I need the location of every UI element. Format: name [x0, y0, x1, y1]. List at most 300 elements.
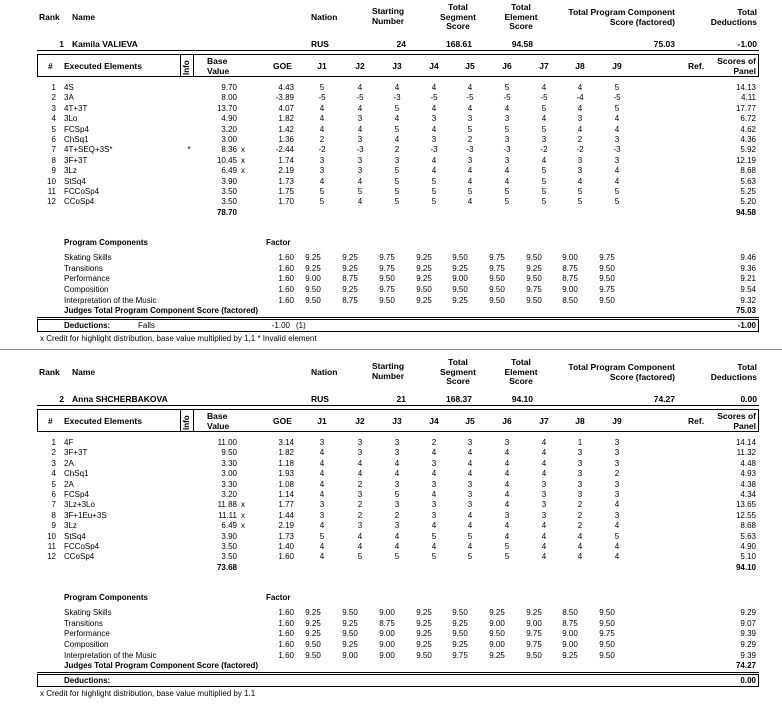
element-number-cell: 5 [51, 124, 56, 134]
element-goe [262, 83, 294, 208]
element-judge-8-cell: 3 [577, 166, 583, 176]
component-judge-4-cell: 9.25 [416, 618, 432, 628]
element-panel-score [716, 83, 756, 208]
total-pcs-header-line: Total Program Component [568, 7, 675, 17]
element-judge-9-cell: 4 [614, 176, 620, 186]
element-judge-5-cell: -3 [466, 145, 474, 155]
total-deductions-header-line: Deductions [710, 371, 757, 382]
component-judge-2-cell: 9.25 [342, 285, 358, 295]
total-pcs-header [557, 363, 675, 382]
component-judge-5-cell: 9.00 [452, 274, 468, 284]
element-judge-6-cell: 4 [504, 458, 510, 468]
element-judge-6-cell: -3 [503, 145, 511, 155]
component-judge-3-cell: 9.00 [379, 640, 395, 650]
element-number-cell: 2 [51, 448, 56, 458]
element-judge-4-cell: 4 [431, 103, 437, 113]
factor-header: Factor [266, 238, 291, 247]
skater-starting-number: 24 [396, 39, 406, 49]
element-judge-2-cell: 4 [357, 541, 363, 551]
element-name-cell: 4S [64, 83, 74, 92]
element-goe-cell: 1.44 [278, 510, 294, 520]
component-judge-2-cell: 8.75 [342, 295, 358, 305]
executed-elements-header: Executed Elements [64, 416, 142, 426]
deductions-label: Deductions: [64, 676, 111, 685]
element-number-cell: 4 [51, 469, 56, 479]
element-judge-4-cell: 4 [431, 469, 437, 479]
element-judge-3-cell: 5 [394, 552, 400, 562]
element-panel-score-cell: 4.36 [740, 134, 756, 144]
total-element-header-line: Score [509, 376, 533, 386]
element-number-cell: 6 [51, 134, 56, 144]
footnote: x Credit for highlight distribution, base value multiplied by 1.1 [40, 689, 256, 698]
starting-number-header-line: Starting [371, 6, 405, 16]
component-judge-7 [520, 608, 548, 661]
element-number-cell: 1 [51, 438, 56, 447]
element-judge-4 [424, 83, 444, 208]
skater-total-deductions: 0.00 [740, 394, 757, 404]
element-number-cell: 10 [47, 531, 56, 541]
element-judge-3-cell: 5 [394, 489, 400, 499]
starting-number-header-line: Number [371, 370, 405, 381]
judge-header-8: J8 [575, 61, 585, 71]
component-factor [266, 253, 294, 306]
element-judge-7-cell: 3 [541, 500, 547, 510]
element-base-value-cell: 3.50 [221, 541, 237, 551]
element-number-cell: 3 [51, 103, 56, 113]
component-judge-2-cell: 9.25 [342, 253, 358, 262]
element-bv-credit-cell [241, 459, 249, 469]
skater-name: Kamila VALIEVA [72, 39, 138, 49]
component-judge-9 [593, 608, 621, 661]
element-panel-score-cell: 14.14 [735, 438, 756, 447]
element-judge-3-cell: 3 [394, 448, 400, 458]
element-judge-7-cell: 3 [541, 479, 547, 489]
element-judge-7-cell: 5 [541, 197, 547, 207]
element-goe-cell: 1.74 [278, 155, 294, 165]
element-info-cell [184, 156, 194, 166]
info-divider-left [180, 55, 181, 76]
element-judge-4-cell: 3 [431, 500, 437, 510]
element-judge-4 [424, 438, 444, 563]
element-judge-5-cell: 5 [467, 186, 473, 196]
element-judge-1-cell: 4 [319, 469, 325, 479]
element-name-cell: 3Lo [64, 114, 78, 124]
component-judge-3-cell: 9.00 [379, 608, 395, 617]
element-bv-credit-cell [241, 480, 249, 490]
component-score-cell: 9.39 [740, 629, 756, 639]
element-judge-5-cell: 5 [467, 552, 473, 562]
element-judge-3-cell: -3 [393, 93, 401, 103]
element-judge-9-cell: 5 [614, 186, 620, 196]
total-pcs-header-line: Score (factored) [609, 371, 675, 382]
element-judge-9-cell: 3 [614, 155, 620, 165]
element-name-cell: 2A [64, 479, 74, 489]
component-judge-1-cell: 9.25 [305, 608, 321, 617]
element-judge-7-cell: 3 [541, 510, 547, 520]
element-judge-5-cell: 2 [467, 134, 473, 144]
element-info-cell [184, 104, 194, 114]
component-judge-9 [593, 253, 621, 306]
component-judge-7-cell: 9.50 [526, 650, 542, 660]
element-judge-1-cell: 4 [319, 176, 325, 186]
element-panel-score-cell: 5.20 [740, 197, 756, 207]
element-number-cell: 9 [51, 521, 56, 531]
skater-name: Anna SHCHERBAKOVA [72, 394, 168, 404]
component-judge-2-cell: 9.50 [342, 608, 358, 617]
element-goe-cell: 1.36 [278, 134, 294, 144]
element-judge-7-cell: 5 [541, 186, 547, 196]
component-judge-8-cell: 8.50 [562, 608, 578, 617]
component-judge-9-cell: 9.50 [599, 618, 615, 628]
total-deductions-header [705, 363, 757, 382]
element-judge-5-cell: 4 [467, 176, 473, 186]
element-judge-4-cell: -5 [430, 93, 438, 103]
element-goe [262, 438, 294, 563]
element-info-cell [184, 521, 194, 531]
element-judge-5-cell: 3 [467, 155, 473, 165]
element-judge-8-cell: 1 [577, 438, 583, 447]
component-name-cell: Transitions [64, 618, 103, 628]
total-deductions-header [705, 8, 757, 27]
element-base-value-cell: 8.36 [221, 145, 237, 155]
component-judge-8-cell: 9.00 [562, 285, 578, 295]
element-base-value-cell: 11.11 [218, 510, 237, 520]
element-info-cell [184, 187, 194, 197]
element-bv-credit-cell: x [241, 521, 245, 531]
component-judge-2-cell: 9.25 [342, 640, 358, 650]
component-factor-cell: 1.60 [278, 618, 294, 628]
info-header: Info [182, 415, 191, 430]
element-judge-6-cell: 4 [504, 166, 510, 176]
component-judge-4 [410, 608, 438, 661]
component-score-cell: 9.29 [740, 608, 756, 617]
element-judge-8-cell: 3 [577, 114, 583, 124]
component-judge-4 [410, 253, 438, 306]
element-judge-9-cell: 3 [614, 489, 620, 499]
component-judge-1-cell: 9.00 [305, 274, 321, 284]
element-judge-4-cell: 4 [431, 155, 437, 165]
component-judge-9-cell: 9.50 [599, 263, 615, 273]
num-header: # [48, 416, 53, 426]
component-judge-7-cell: 9.25 [526, 608, 542, 617]
component-judge-3-cell: 9.75 [379, 263, 395, 273]
component-judge-7-cell: 9.00 [526, 618, 542, 628]
element-judge-1-cell: 4 [319, 541, 325, 551]
component-judge-5-cell: 9.25 [452, 618, 468, 628]
element-total: 94.10 [735, 563, 756, 572]
element-judge-2-cell: -3 [356, 145, 364, 155]
element-judge-9 [607, 83, 627, 208]
element-base-value-cell: 3.00 [221, 469, 237, 479]
element-judge-3 [387, 83, 407, 208]
executed-elements-header: Executed Elements [64, 61, 142, 71]
total-element-header-line: Total [511, 357, 531, 367]
element-judge-9-cell: 5 [614, 103, 620, 113]
component-judge-9-cell: 9.75 [599, 285, 615, 295]
starting-number-header-line: Starting [371, 361, 405, 371]
total-segment-header-line: Total [448, 2, 468, 12]
component-score-cell: 9.36 [740, 263, 756, 273]
component-name [64, 253, 254, 306]
element-judge-8-cell: 4 [577, 83, 583, 92]
info-header: Info [182, 60, 191, 75]
component-judge-8 [556, 608, 584, 661]
element-judge-3-cell: 3 [394, 500, 400, 510]
element-base-value-cell: 9.50 [221, 448, 237, 458]
element-judge-2-cell: 4 [357, 176, 363, 186]
element-judge-1-cell: -2 [318, 145, 326, 155]
element-judge-9-cell: 5 [614, 531, 620, 541]
component-judge-4-cell: 9.50 [416, 650, 432, 660]
element-judge-6-cell: 4 [504, 521, 510, 531]
component-score-cell: 9.29 [740, 640, 756, 650]
goe-header: GOE [273, 61, 292, 71]
component-judge-8-cell: 9.00 [562, 640, 578, 650]
component-name-cell: Interpretation of the Music [64, 295, 157, 305]
element-judge-2-cell: 4 [357, 197, 363, 207]
element-base-value-cell: 3.30 [221, 479, 237, 489]
element-bv-credit-cell [241, 83, 249, 93]
element-judge-5-cell: 5 [467, 124, 473, 134]
total-deductions-header-line: Total [737, 7, 757, 17]
element-base-value-cell: 3.50 [221, 197, 237, 207]
element-judge-2-cell: 3 [357, 166, 363, 176]
component-factor-cell: 1.60 [278, 263, 294, 273]
element-judge-7-cell: -2 [540, 145, 548, 155]
element-bv-credit-cell [241, 125, 249, 135]
element-info-cell [184, 459, 194, 469]
element-judge-1-cell: 4 [319, 114, 325, 124]
total-pcs-header [557, 8, 675, 27]
element-judge-7-cell: 4 [541, 469, 547, 479]
element-base-value-cell: 3.90 [221, 176, 237, 186]
element-judge-3-cell: 3 [394, 438, 400, 447]
element-judge-3-cell: 5 [394, 124, 400, 134]
component-judge-9-cell: 9.50 [599, 295, 615, 305]
element-panel-score-cell: 8.68 [740, 521, 756, 531]
judge-header-8: J8 [575, 416, 585, 426]
total-element-header [495, 358, 547, 387]
element-name-cell: 3Lz [64, 166, 77, 176]
element-judge-4-cell: 5 [431, 197, 437, 207]
element-judge-7-cell: 4 [541, 448, 547, 458]
component-judge-9-cell: 9.50 [599, 640, 615, 650]
element-panel-score-cell: 4.90 [740, 541, 756, 551]
element-name-cell: 3F+1Eu+3S [64, 510, 107, 520]
element-number-cell: 6 [51, 489, 56, 499]
element-bv-credit-cell [241, 469, 249, 479]
skater-total-element: 94.10 [511, 394, 533, 404]
base-value-total: 73.68 [216, 563, 237, 572]
element-judge-5-cell: 4 [467, 103, 473, 113]
element-judge-2-cell: 4 [357, 124, 363, 134]
component-judge-7-cell: 9.75 [526, 640, 542, 650]
component-score-cell: 9.39 [740, 650, 756, 660]
element-number-cell: 7 [51, 145, 56, 155]
element-judge-2 [350, 438, 370, 563]
element-judge-6-cell: 5 [504, 541, 510, 551]
skater-rank: 2 [59, 394, 64, 404]
element-judge-6-cell: 4 [504, 448, 510, 458]
element-judge-4-cell: 4 [431, 448, 437, 458]
element-bv-credit-cell: x [241, 166, 245, 176]
scores-of-panel-header [706, 57, 756, 76]
element-info-cell [184, 500, 194, 510]
total-pcs-header-line: Score (factored) [609, 16, 675, 27]
component-judge-5-cell: 9.75 [452, 650, 468, 660]
element-judge-8-cell: 2 [577, 500, 583, 510]
component-name-cell: Composition [64, 285, 109, 295]
element-judge-9-cell: 5 [614, 83, 620, 92]
element-judge-2-cell: 3 [357, 134, 363, 144]
element-info-cell [184, 197, 194, 207]
element-number-cell: 8 [51, 155, 56, 165]
element-judge-5-cell: 3 [467, 479, 473, 489]
element-judge-6-cell: 4 [504, 479, 510, 489]
element-goe-cell: 1.70 [278, 197, 294, 207]
element-judge-9-cell: 3 [614, 448, 620, 458]
element-number [41, 438, 56, 563]
judge-header-9: J9 [612, 416, 622, 426]
judge-header-6: J6 [502, 416, 512, 426]
element-judge-8 [570, 438, 590, 563]
element-panel-score-cell: 8.68 [740, 166, 756, 176]
element-judge-7-cell: 4 [541, 521, 547, 531]
component-judge-4-cell: 9.25 [416, 295, 432, 305]
element-judge-6-cell: 5 [504, 197, 510, 207]
element-judge-7-cell: -5 [540, 93, 548, 103]
component-judge-8 [556, 253, 584, 306]
element-number-cell: 4 [51, 114, 56, 124]
element-judge-4-cell: 3 [431, 479, 437, 489]
element-judge-5-cell: 3 [467, 438, 473, 447]
element-number-cell: 12 [47, 197, 56, 207]
element-judge-3-cell: 5 [394, 103, 400, 113]
element-judge-9-cell: 4 [614, 166, 620, 176]
element-info-cell [184, 511, 194, 521]
element-base-value-cell: 3.50 [221, 552, 237, 562]
element-judge-2-cell: 4 [357, 83, 363, 92]
component-judge-6-cell: 9.50 [489, 285, 505, 295]
element-judge-2-cell: -5 [356, 93, 364, 103]
element-base-value-cell: 3.90 [221, 531, 237, 541]
info-divider-right [193, 410, 194, 431]
judge-header-1: J1 [317, 61, 327, 71]
element-judge-5-cell: 3 [467, 500, 473, 510]
element-info-cell [184, 125, 194, 135]
element-judge-8-cell: 4 [577, 531, 583, 541]
element-judge-1 [312, 83, 332, 208]
pcs-underline [37, 317, 759, 318]
component-score-cell: 9.54 [740, 285, 756, 295]
element-goe-cell: 1.40 [278, 541, 294, 551]
element-base-value-cell: 11.00 [217, 438, 237, 447]
element-base-value-cell: 6.49 [221, 521, 237, 531]
ref-header: Ref. [688, 61, 705, 71]
element-goe-cell: 4.07 [278, 103, 294, 113]
element-judge-2-cell: 5 [357, 552, 363, 562]
element-judge-5-cell: 4 [467, 521, 473, 531]
element-judge-2-cell: 3 [357, 521, 363, 531]
element-goe-cell: 1.60 [278, 552, 294, 562]
goe-header: GOE [273, 416, 292, 426]
component-judge-3-cell: 9.00 [379, 629, 395, 639]
element-judge-4-cell: 4 [431, 166, 437, 176]
component-judge-1-cell: 9.25 [305, 618, 321, 628]
element-bv-credit-cell: x [241, 500, 245, 510]
skater-total-element: 94.58 [511, 39, 533, 49]
base-value-header-line: Value [207, 420, 230, 431]
footnote: x Credit for highlight distribution, base value multiplied by 1.1 * Invalid element [40, 334, 317, 343]
element-judge-9-cell: 4 [614, 124, 620, 134]
component-judge-4-cell: 9.25 [416, 263, 432, 273]
skater-total-segment: 168.37 [446, 394, 472, 404]
element-judge-2-cell: 3 [357, 489, 363, 499]
component-factor-cell: 1.60 [278, 285, 294, 295]
total-element-header [495, 3, 547, 32]
component-name-cell: Performance [64, 274, 110, 284]
element-info-cell [184, 166, 194, 176]
component-judge-8-cell: 8.75 [562, 274, 578, 284]
element-judge-1 [312, 438, 332, 563]
element-judge-1-cell: 4 [319, 521, 325, 531]
element-judge-1-cell: 3 [319, 155, 325, 165]
component-judge-6-cell: 9.50 [489, 274, 505, 284]
element-name-cell: FCCoSp4 [64, 186, 100, 196]
component-judge-2-cell: 9.50 [342, 629, 358, 639]
total-pcs-header-line: Total Program Component [568, 362, 675, 372]
component-factor-cell: 1.60 [278, 629, 294, 639]
component-judge-9-cell: 9.75 [599, 253, 615, 262]
element-judge-9-cell: 4 [614, 114, 620, 124]
element-judge-1-cell: 3 [319, 166, 325, 176]
nation-header: Nation [311, 12, 338, 22]
judge-header-5: J5 [465, 416, 475, 426]
element-base-value-cell: 10.45 [216, 155, 237, 165]
element-name-cell: 3Lz+3Lo [64, 500, 95, 510]
element-judge-3-cell: 5 [394, 176, 400, 186]
element-judge-2-cell: 3 [357, 155, 363, 165]
element-judge-6-cell: 5 [504, 186, 510, 196]
skater-rank: 1 [59, 39, 64, 49]
element-judge-4-cell: 4 [431, 541, 437, 551]
element-bv-credit [241, 438, 249, 563]
element-judge-1-cell: 3 [319, 510, 325, 520]
element-name-cell: 3F+3T [64, 155, 88, 165]
element-base-value [205, 83, 237, 208]
element-judge-1-cell: 3 [319, 438, 325, 447]
total-segment-header-line: Segment [440, 11, 476, 22]
element-panel-score-cell: 4.93 [740, 469, 756, 479]
element-judge-3-cell: 2 [394, 145, 400, 155]
element-panel-score [716, 438, 756, 563]
component-judge-7 [520, 253, 548, 306]
element-judge-8-cell: 3 [577, 448, 583, 458]
element-judge-8-cell: -2 [576, 145, 584, 155]
element-judge-5-cell: 4 [467, 448, 473, 458]
element-bv-credit-cell [241, 448, 249, 458]
component-judge-7-cell: 9.25 [526, 263, 542, 273]
total-segment-header-line: Total [448, 357, 468, 367]
component-judge-9-cell: 9.50 [599, 608, 615, 617]
component-judge-8-cell: 8.75 [562, 618, 578, 628]
component-name-cell: Performance [64, 629, 110, 639]
element-base-value-cell: 3.30 [221, 458, 237, 468]
element-judge-3-cell: 4 [394, 531, 400, 541]
component-judge-7-cell: 9.75 [526, 629, 542, 639]
component-score [716, 608, 756, 661]
pcs-total: 74.27 [735, 661, 756, 670]
